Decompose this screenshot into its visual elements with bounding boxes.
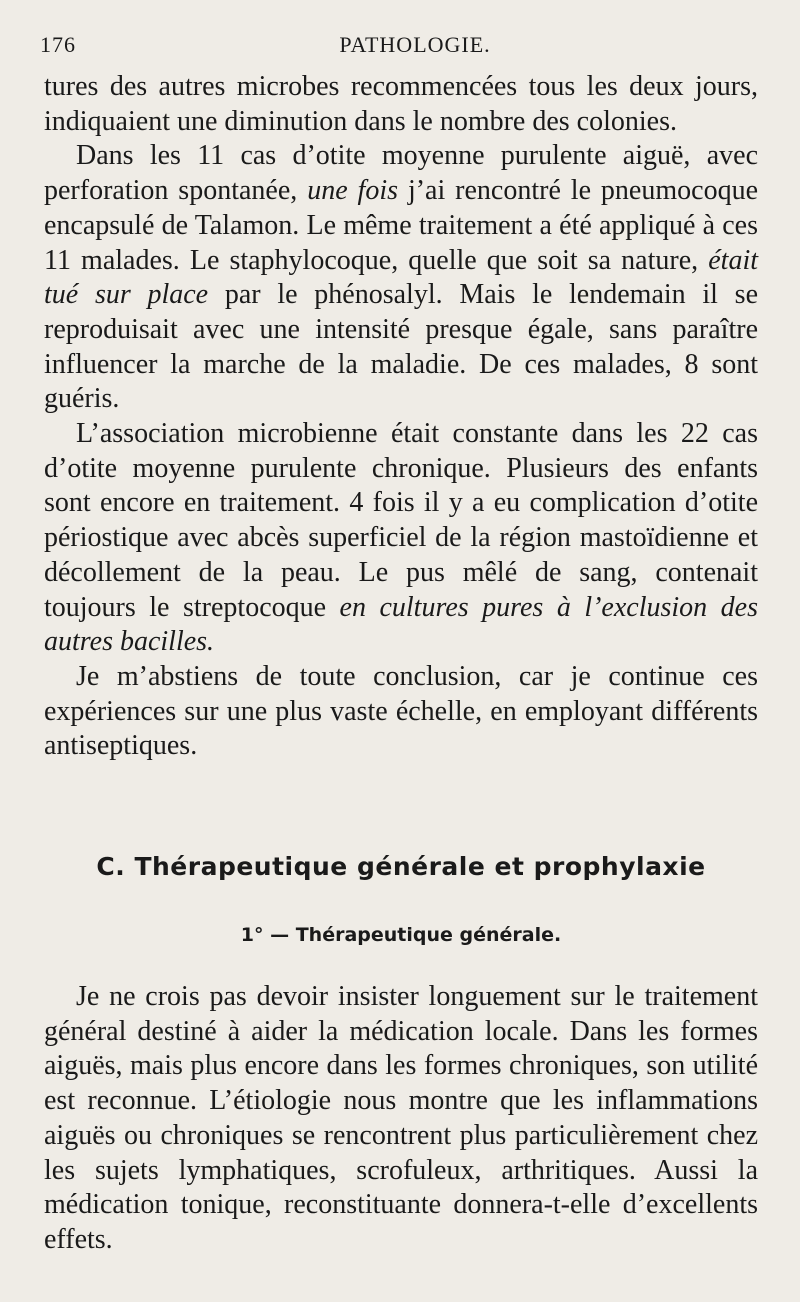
italic-text: une fois xyxy=(307,175,399,207)
italic-text: en cultures pures à l’exclusion des autres bacilles. xyxy=(44,591,758,658)
page-number: 176 xyxy=(40,32,76,57)
section-heading: C. Thérapeutique générale et prophylaxie xyxy=(96,852,706,881)
text-run: Je ne crois pas devoir insister longuement sur le traitement général destiné à aider la médication locale. Dans les formes aiguës, mais plus encore dans les formes chroniques, son utilité est reconnue. L’étiologie nous montre que les inflammations aiguës ou chroniques se rencontrent plus particulièrement chez les sujets lymphatiques, scrofuleux, arthritiques. Aussi la médication tonique, reconstituante donnera-t-elle d’excellents effets. xyxy=(44,981,758,1255)
subsection-heading: 1° — Thérapeutique générale. xyxy=(240,924,562,946)
paragraph xyxy=(44,980,758,1258)
text-run: L’association microbienne était constante dans les 22 cas d’otite moyenne purulente chronique. Plusieurs des enfants sont encore en traitement. 4 fois il y a eu complication d’otite périostique avec abcès superficiel de la région mastoïdienne et décollement de la peau. Le pus mêlé de sang, contenait toujours le streptocoque xyxy=(44,418,758,623)
text-run: Dans les 11 cas d’otite moyenne purulente aiguë, avec perforation spontanée, xyxy=(44,140,758,207)
text-run: j’ai rencontré le pneumocoque encapsulé de Talamon. Le même traitement a été appliqué à ces 11 malades. Le staphylocoque, quelle que soit sa nature, xyxy=(44,175,758,276)
page-header xyxy=(36,32,764,62)
body-text-bottom xyxy=(44,980,758,1258)
text-run: Je m’abstiens de toute conclusion, car je continue ces expériences sur une plus vaste échelle, en employant différents antiseptiques. xyxy=(44,660,758,762)
paragraph xyxy=(44,139,758,417)
paragraph xyxy=(44,70,758,139)
body-text-top xyxy=(44,70,758,764)
running-head: PATHOLOGIE. xyxy=(339,32,491,57)
paragraph xyxy=(44,660,758,764)
text-run: tures des autres microbes recommencées tous les deux jours, indiquaient une diminution dans le nombre des colonies. xyxy=(44,71,758,137)
italic-text: était tué sur place xyxy=(44,244,758,311)
paragraph xyxy=(44,417,758,660)
text-run: par le phénosalyl. Mais le lendemain il se reproduisait avec une intensité presque égale, sans paraître influencer la marche de la maladie. De ces malades, 8 sont guéris. xyxy=(44,279,759,415)
